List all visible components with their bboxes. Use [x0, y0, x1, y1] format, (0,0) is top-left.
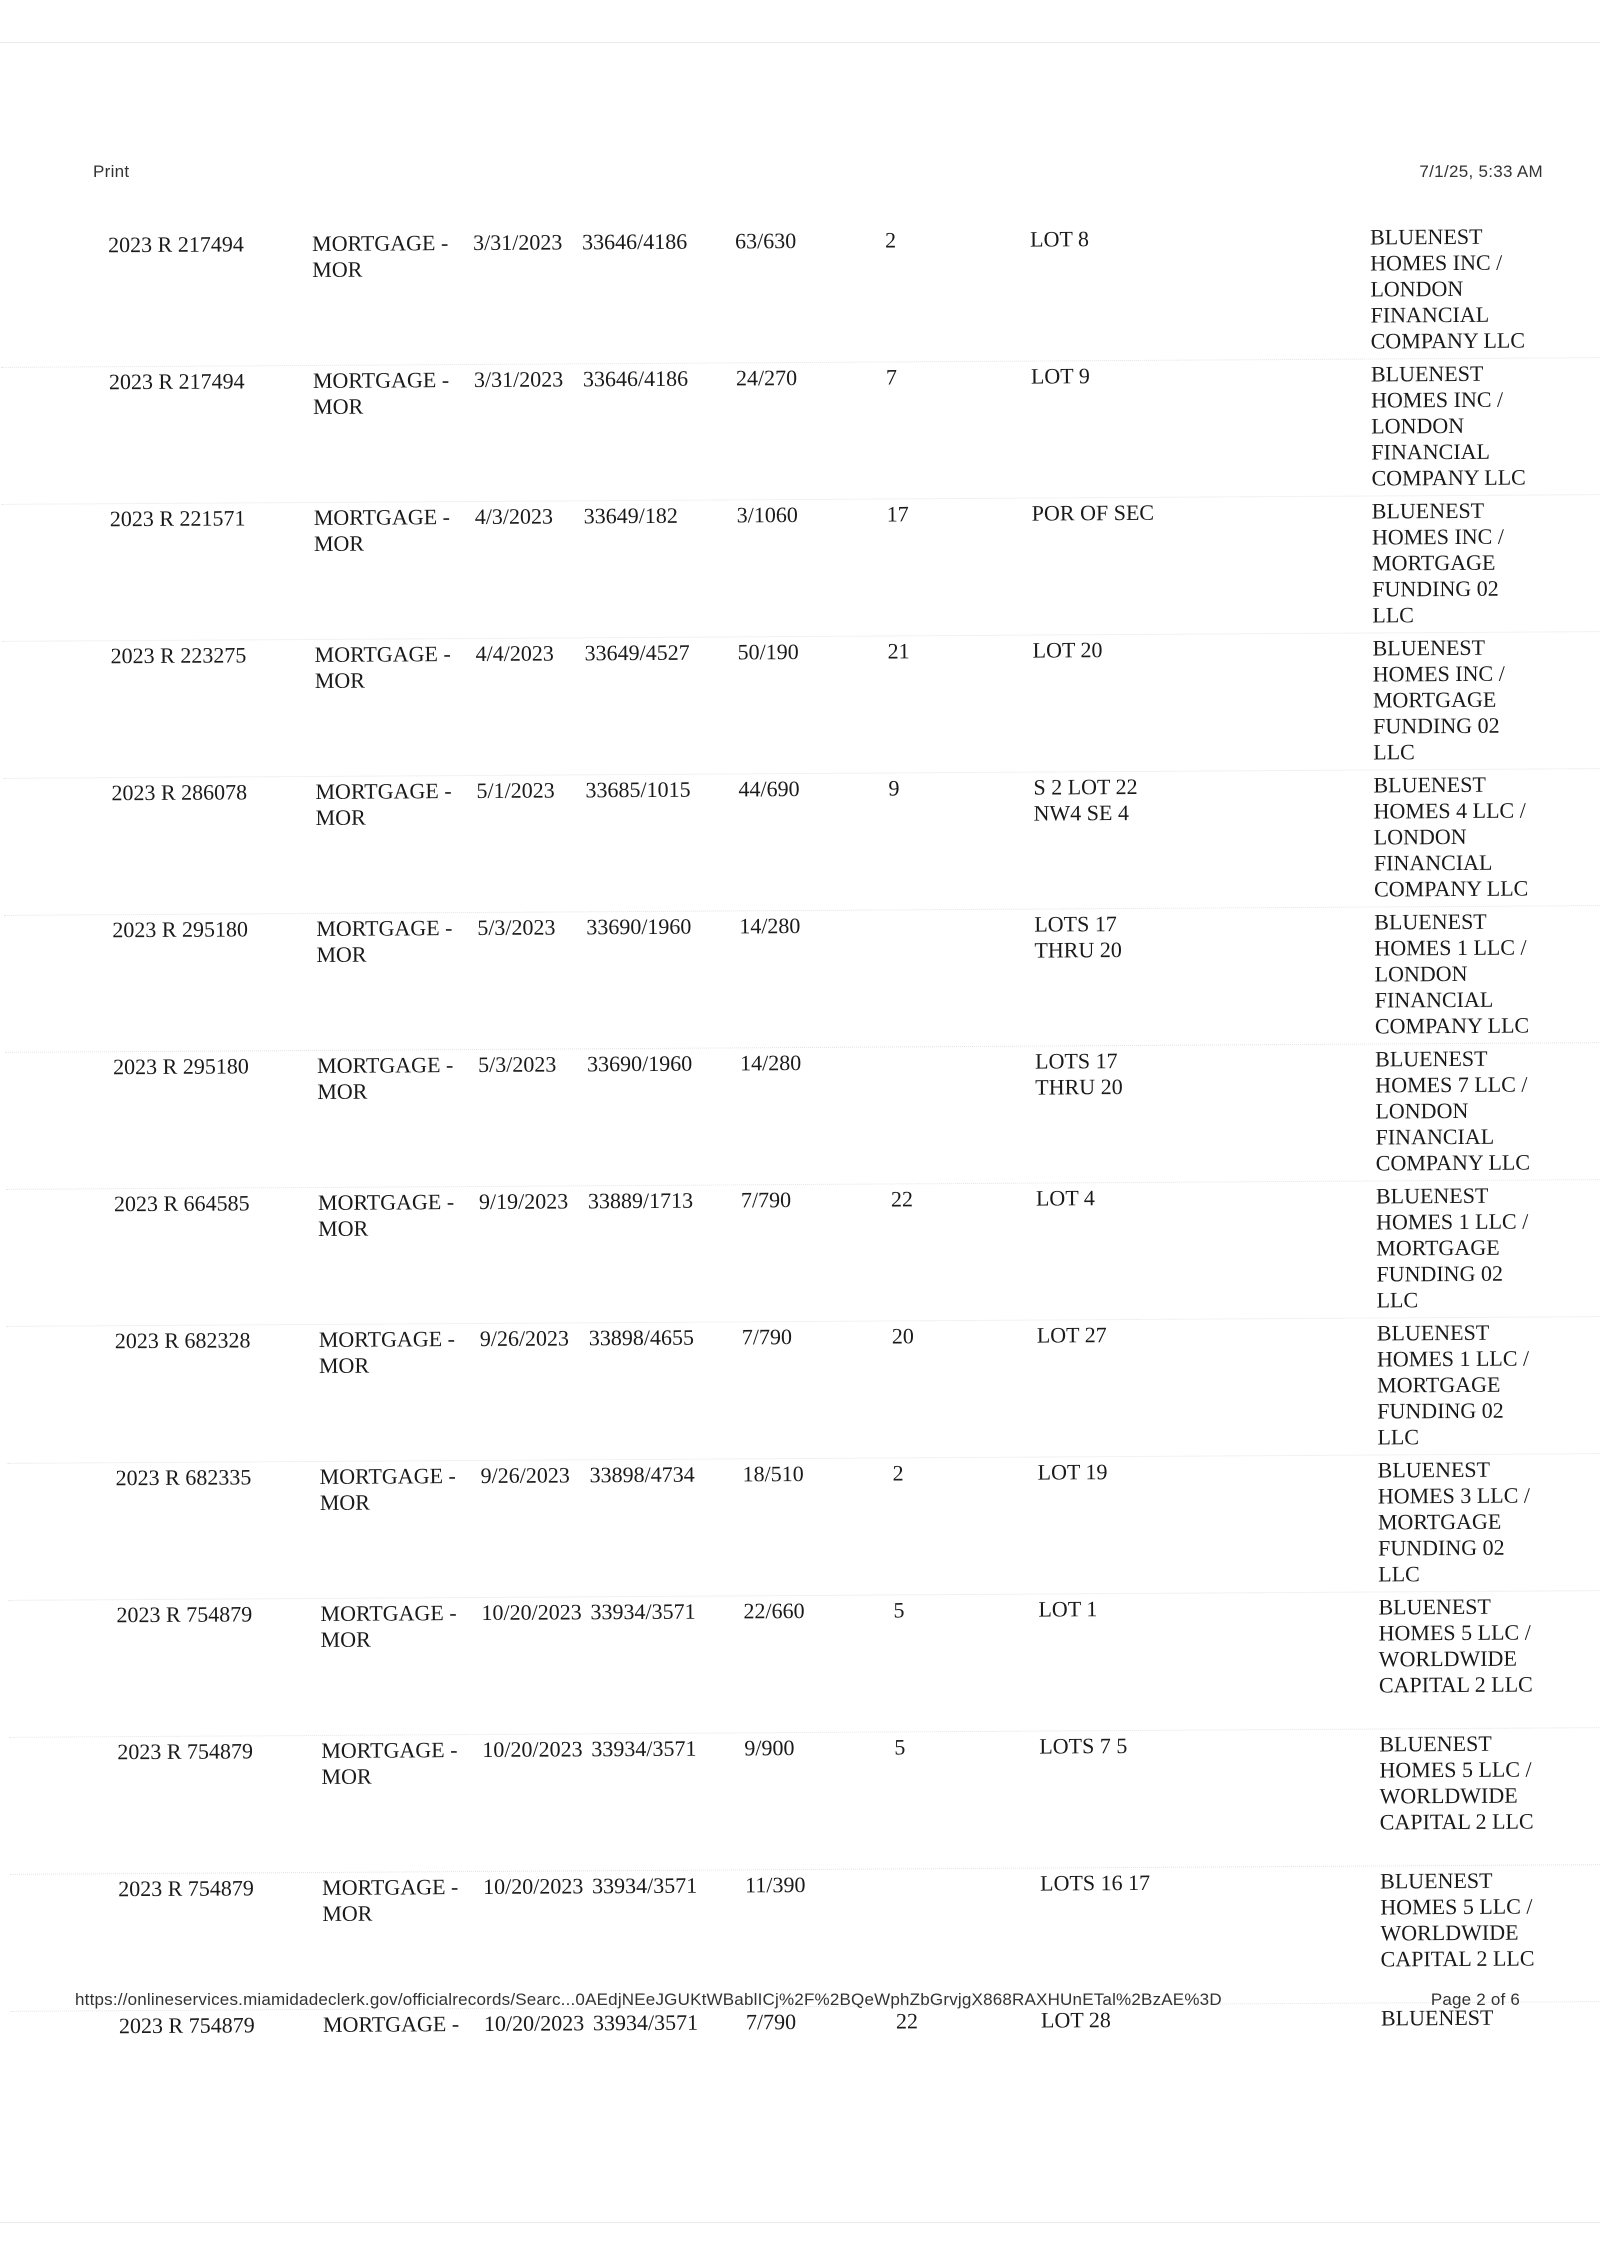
record-book-page: 33649/182: [583, 502, 678, 529]
scan-edge-top: [0, 42, 1600, 43]
record-plat-book: 18/510: [742, 1461, 804, 1487]
record-date: 4/3/2023: [474, 503, 554, 529]
record-parties-line: COMPANY LLC: [1370, 327, 1526, 354]
record-doc-type: [313, 367, 463, 420]
record-doc-type: [320, 1463, 470, 1516]
scan-edge-bottom: [0, 2222, 1600, 2223]
record-legal-description-line: LOT 9: [1030, 363, 1090, 389]
record-plat-book: 3/1060: [736, 502, 798, 528]
record-parties-line: LLC: [1372, 602, 1415, 628]
record-legal-description-line: LOT 1: [1038, 1596, 1098, 1622]
record-doc-type-line: MORTGAGE -: [321, 1737, 458, 1763]
record-block: 22: [890, 1186, 914, 1212]
record-parties-line: HOMES INC /: [1371, 523, 1504, 550]
record-plat-book: 14/280: [739, 913, 801, 939]
footer-url[interactable]: https://onlineservices.miamidadeclerk.gov/officialrecords/Searc...0AEdjNEeJGUKtWBablICj%2F%2BQeWphZbGrvjgX868RAXHUnETal%2BzAE%3D: [75, 1990, 1222, 2009]
record-doc-type-line: MOR: [318, 1352, 370, 1378]
record-block: 17: [886, 501, 909, 527]
record-book-page: 33685/1015: [585, 776, 691, 803]
record-doc-type: [315, 641, 465, 694]
record-plat-book: 7/790: [741, 1324, 792, 1350]
record-doc-type-line: MOR: [314, 667, 365, 693]
record-parties-line: BLUENEST: [1378, 1593, 1491, 1620]
record-legal-description-line: LOT 19: [1037, 1459, 1108, 1485]
record-legal-description: [1033, 774, 1183, 827]
print-header-title: Print: [93, 162, 130, 181]
record-date: 3/31/2023: [473, 366, 564, 392]
record-legal-description: [1030, 226, 1180, 253]
record-legal-description-line: LOTS 7 5: [1039, 1733, 1128, 1759]
record-doc-type: [312, 230, 462, 283]
record-date: 9/26/2023: [480, 1462, 570, 1488]
record-parties-line: LONDON: [1373, 823, 1467, 850]
record-doc-type: [319, 1326, 469, 1379]
table-row: [7, 1317, 1600, 1464]
record-block: 9: [888, 775, 900, 801]
record-doc-type-line: MOR: [317, 1078, 368, 1104]
record-parties-line: FINANCIAL: [1375, 1123, 1495, 1150]
record-legal-description: [1040, 1870, 1190, 1897]
table-row: [6, 1180, 1600, 1327]
record-date: 5/3/2023: [478, 1051, 557, 1077]
table-row: [2, 495, 1600, 642]
print-header-timestamp: 7/1/25, 5:33 AM: [1419, 162, 1543, 181]
record-date: 10/20/2023: [483, 1873, 584, 1899]
record-date: 10/20/2023: [482, 1736, 583, 1762]
record-legal-description: [1031, 363, 1181, 390]
record-parties: [1370, 223, 1571, 354]
record-doc-type-line: MORTGAGE -: [316, 915, 453, 941]
record-plat-book: 9/900: [744, 1735, 795, 1761]
record-parties-line: BLUENEST: [1380, 1867, 1493, 1894]
record-parties-line: LONDON: [1371, 412, 1465, 439]
record-parties-line: FINANCIAL: [1371, 438, 1491, 465]
record-id: 2023 R 217494: [108, 368, 245, 395]
record-id: 2023 R 754879: [116, 1601, 253, 1628]
record-parties-line: HOMES 7 LLC /: [1375, 1071, 1528, 1098]
record-legal-description-line: LOT 28: [1040, 2007, 1111, 2033]
record-block: 22: [895, 2008, 919, 2034]
record-legal-description-line: NW4 SE 4: [1033, 800, 1129, 826]
record-parties-line: LONDON: [1374, 960, 1468, 987]
record-id: 2023 R 664585: [113, 1190, 250, 1217]
record-parties: [1378, 1456, 1579, 1587]
record-parties-line: FUNDING 02: [1377, 1397, 1504, 1424]
record-parties-line: HOMES 3 LLC /: [1377, 1482, 1531, 1509]
record-plat-book: 24/270: [735, 365, 798, 391]
record-legal-description-line: POR OF SEC: [1031, 499, 1155, 526]
record-doc-type-line: MOR: [319, 1489, 370, 1515]
record-block: 21: [887, 638, 910, 664]
record-parties-line: HOMES 5 LLC /: [1379, 1756, 1532, 1783]
record-doc-type-line: MOR: [321, 1763, 372, 1789]
table-row: [3, 632, 1600, 779]
table-row: [3, 769, 1600, 916]
record-doc-type: [320, 1600, 470, 1653]
record-parties-line: MORTGAGE: [1377, 1371, 1501, 1398]
record-parties-line: BLUENEST: [1370, 360, 1484, 387]
record-parties: [1372, 497, 1573, 628]
record-parties-line: HOMES 1 LLC /: [1374, 934, 1527, 961]
record-parties-line: COMPANY LLC: [1375, 1149, 1531, 1176]
record-legal-description-line: LOTS 16 17: [1040, 1869, 1151, 1896]
record-parties-line: HOMES INC /: [1372, 660, 1505, 687]
record-parties-line: FUNDING 02: [1372, 712, 1500, 739]
record-block: 2: [892, 1460, 904, 1486]
record-doc-type: [317, 1052, 467, 1105]
record-id: 2023 R 754879: [117, 1738, 254, 1765]
record-parties-line: WORLDWIDE: [1380, 1919, 1519, 1946]
record-parties-line: COMPANY LLC: [1373, 875, 1529, 902]
record-parties-line: HOMES INC /: [1370, 386, 1504, 413]
record-legal-description-line: THRU 20: [1035, 1074, 1123, 1100]
record-parties-line: WORLDWIDE: [1378, 1645, 1517, 1672]
record-book-page: 33934/3571: [592, 1872, 698, 1899]
record-doc-type-line: MORTGAGE -: [312, 367, 450, 393]
record-doc-type-line: MORTGAGE -: [314, 641, 451, 667]
record-book-page: 33690/1960: [587, 1050, 693, 1077]
record-doc-type-line: MORTGAGE -: [322, 2011, 460, 2037]
record-legal-description-line: LOTS 17: [1034, 911, 1117, 937]
record-parties: [1380, 1867, 1581, 1972]
record-legal-description-line: LOTS 17: [1035, 1048, 1118, 1074]
record-legal-description: [1033, 637, 1183, 664]
record-parties-line: FINANCIAL: [1370, 301, 1490, 328]
record-id: 2023 R 754879: [118, 2012, 255, 2039]
record-parties: [1377, 1319, 1578, 1450]
record-parties: [1373, 771, 1574, 902]
record-id: 2023 R 221571: [109, 505, 246, 532]
record-parties-line: BLUENEST: [1380, 2004, 1494, 2031]
record-legal-description-line: THRU 20: [1034, 937, 1122, 963]
table-row: [0, 221, 1600, 368]
record-parties-line: FUNDING 02: [1376, 1260, 1503, 1287]
record-doc-type-line: MOR: [312, 256, 363, 282]
record-legal-description: [1041, 2007, 1191, 2034]
record-date: 10/20/2023: [481, 1599, 582, 1625]
record-parties-line: BLUENEST: [1379, 1730, 1492, 1757]
record-doc-type-line: MORTGAGE -: [312, 230, 449, 256]
record-id: 2023 R 295180: [112, 916, 249, 943]
record-parties: [1373, 634, 1574, 765]
record-parties-line: HOMES 5 LLC /: [1378, 1619, 1531, 1646]
record-parties-line: LONDON: [1375, 1097, 1469, 1124]
table-row: [8, 1591, 1600, 1738]
record-book-page: 33646/4186: [582, 365, 689, 392]
record-legal-description-line: LOT 27: [1036, 1322, 1107, 1348]
record-doc-type-line: MORTGAGE -: [315, 778, 452, 804]
record-parties: [1375, 1045, 1576, 1176]
record-doc-type-line: MORTGAGE -: [318, 1326, 456, 1352]
record-doc-type-line: MOR: [315, 804, 366, 830]
record-parties-line: HOMES 1 LLC /: [1376, 1208, 1529, 1235]
record-parties-line: MORTGAGE: [1376, 1234, 1500, 1261]
record-legal-description: [1039, 1733, 1189, 1760]
record-book-page: 33646/4186: [582, 228, 688, 255]
record-parties-line: BLUENEST: [1371, 497, 1485, 524]
record-legal-description: [1038, 1596, 1188, 1623]
record-parties-line: HOMES INC /: [1370, 249, 1503, 276]
record-legal-description-line: S 2 LOT 22: [1033, 773, 1138, 800]
record-legal-description-line: LOT 4: [1035, 1185, 1095, 1211]
record-parties-line: WORLDWIDE: [1379, 1782, 1518, 1809]
record-plat-book: 14/280: [740, 1050, 802, 1076]
record-id: 2023 R 217494: [108, 231, 244, 258]
record-plat-book: 7/790: [740, 1187, 792, 1213]
record-doc-type-line: MORTGAGE -: [317, 1189, 455, 1215]
record-legal-description-line: LOT 8: [1030, 226, 1090, 252]
record-doc-type: [323, 2011, 473, 2038]
record-parties: [1371, 360, 1572, 491]
record-doc-type: [321, 1737, 471, 1790]
record-legal-description-line: LOT 20: [1032, 637, 1103, 663]
record-plat-book: 50/190: [737, 639, 799, 665]
record-doc-type: [315, 778, 465, 831]
record-parties-line: BLUENEST: [1376, 1319, 1490, 1346]
record-block: 5: [894, 1734, 906, 1760]
record-block: 7: [885, 364, 897, 390]
record-parties-line: HOMES 4 LLC /: [1373, 797, 1526, 824]
record-date: 5/1/2023: [476, 777, 555, 803]
record-parties-line: CAPITAL 2 LLC: [1379, 1808, 1534, 1835]
record-block: 2: [885, 227, 897, 253]
record-parties-line: LLC: [1377, 1424, 1420, 1450]
record-book-page: 33690/1960: [586, 913, 692, 940]
record-parties-line: COMPANY LLC: [1371, 464, 1526, 491]
record-parties: [1376, 1182, 1577, 1313]
record-book-page: 33934/3571: [590, 1598, 696, 1625]
table-row: [1, 358, 1600, 505]
record-date: 5/3/2023: [477, 914, 556, 940]
record-parties-line: CAPITAL 2 LLC: [1378, 1671, 1533, 1698]
record-plat-book: 11/390: [745, 1871, 806, 1898]
record-parties-line: BLUENEST: [1374, 908, 1487, 935]
record-parties: [1378, 1593, 1579, 1698]
record-doc-type: [322, 1874, 472, 1927]
record-parties-line: FINANCIAL: [1374, 986, 1494, 1013]
record-plat-book: 7/790: [745, 2009, 797, 2035]
record-parties-line: MORTGAGE: [1371, 549, 1496, 576]
table-row: [8, 1454, 1600, 1601]
record-date: 3/31/2023: [473, 229, 563, 255]
record-doc-type: [318, 1189, 468, 1242]
record-doc-type-line: MOR: [322, 1900, 373, 1926]
record-date: 10/20/2023: [483, 2010, 585, 2036]
record-date: 4/4/2023: [475, 640, 554, 666]
record-book-page: 33934/3571: [592, 2009, 699, 2036]
record-parties-line: BLUENEST: [1372, 634, 1486, 661]
record-parties-line: LLC: [1373, 739, 1415, 765]
record-parties: [1374, 908, 1575, 1039]
record-parties-line: BLUENEST: [1373, 771, 1486, 798]
record-parties-line: FINANCIAL: [1373, 849, 1493, 876]
record-doc-type-line: MOR: [313, 393, 364, 419]
record-id: 2023 R 286078: [111, 779, 248, 806]
record-doc-type-line: MOR: [316, 941, 367, 967]
record-book-page: 33898/4734: [589, 1461, 695, 1488]
record-parties-line: CAPITAL 2 LLC: [1380, 1945, 1535, 1972]
record-book-page: 33898/4655: [588, 1324, 694, 1351]
record-id: 2023 R 223275: [110, 642, 247, 669]
footer-page-number: Page 2 of 6: [1430, 1990, 1520, 2009]
record-doc-type-line: MORTGAGE -: [320, 1600, 457, 1626]
record-doc-type-line: MOR: [318, 1215, 369, 1241]
record-plat-book: 44/690: [738, 776, 800, 802]
record-doc-type-line: MOR: [313, 530, 365, 556]
record-legal-description: [1038, 1459, 1188, 1486]
record-date: 9/26/2023: [479, 1325, 570, 1351]
record-id: 2023 R 682335: [115, 1464, 252, 1491]
table-row: [9, 1728, 1600, 1875]
record-doc-type: [314, 504, 464, 557]
record-parties-line: MORTGAGE: [1372, 686, 1497, 713]
record-parties-line: HOMES 5 LLC /: [1380, 1893, 1533, 1920]
record-legal-description: [1032, 500, 1182, 527]
record-parties-line: MORTGAGE: [1377, 1508, 1502, 1535]
record-legal-description: [1034, 911, 1184, 964]
record-id: 2023 R 682328: [114, 1327, 251, 1354]
record-parties-line: BLUENEST: [1370, 223, 1483, 250]
record-doc-type-line: MORTGAGE -: [322, 1874, 459, 1900]
record-book-page: 33934/3571: [591, 1735, 697, 1762]
record-doc-type-line: MORTGAGE -: [313, 504, 451, 530]
record-book-page: 33649/4527: [584, 639, 690, 666]
record-legal-description: [1037, 1322, 1187, 1349]
record-doc-type-line: MORTGAGE -: [319, 1463, 456, 1489]
record-block: 5: [893, 1597, 905, 1623]
record-plat-book: 63/630: [735, 228, 797, 254]
record-block: 20: [891, 1323, 914, 1349]
record-parties-line: FUNDING 02: [1372, 575, 1499, 602]
record-legal-description: [1035, 1048, 1185, 1101]
record-plat-book: 22/660: [743, 1597, 805, 1624]
record-parties: [1379, 1730, 1580, 1835]
record-parties-line: COMPANY LLC: [1374, 1012, 1530, 1039]
record-book-page: 33889/1713: [587, 1187, 694, 1214]
record-date: 9/19/2023: [478, 1188, 569, 1214]
record-id: 2023 R 295180: [113, 1053, 249, 1080]
record-parties-line: LLC: [1378, 1561, 1420, 1587]
record-parties-line: BLUENEST: [1375, 1045, 1488, 1072]
record-parties-line: BLUENEST: [1375, 1182, 1489, 1209]
record-doc-type-line: MORTGAGE -: [317, 1052, 454, 1078]
record-doc-type-line: MOR: [320, 1626, 371, 1652]
record-legal-description: [1036, 1185, 1186, 1212]
record-parties-line: BLUENEST: [1377, 1456, 1491, 1483]
record-parties-line: FUNDING 02: [1378, 1534, 1505, 1561]
record-parties-line: HOMES 1 LLC /: [1376, 1345, 1530, 1372]
record-id: 2023 R 754879: [118, 1875, 254, 1902]
records-table: [0, 221, 1600, 2052]
record-parties-line: LLC: [1376, 1287, 1419, 1313]
table-row: [4, 906, 1600, 1053]
table-row: [5, 1043, 1600, 1190]
record-doc-type: [316, 915, 466, 968]
record-parties-line: LONDON: [1370, 275, 1464, 302]
